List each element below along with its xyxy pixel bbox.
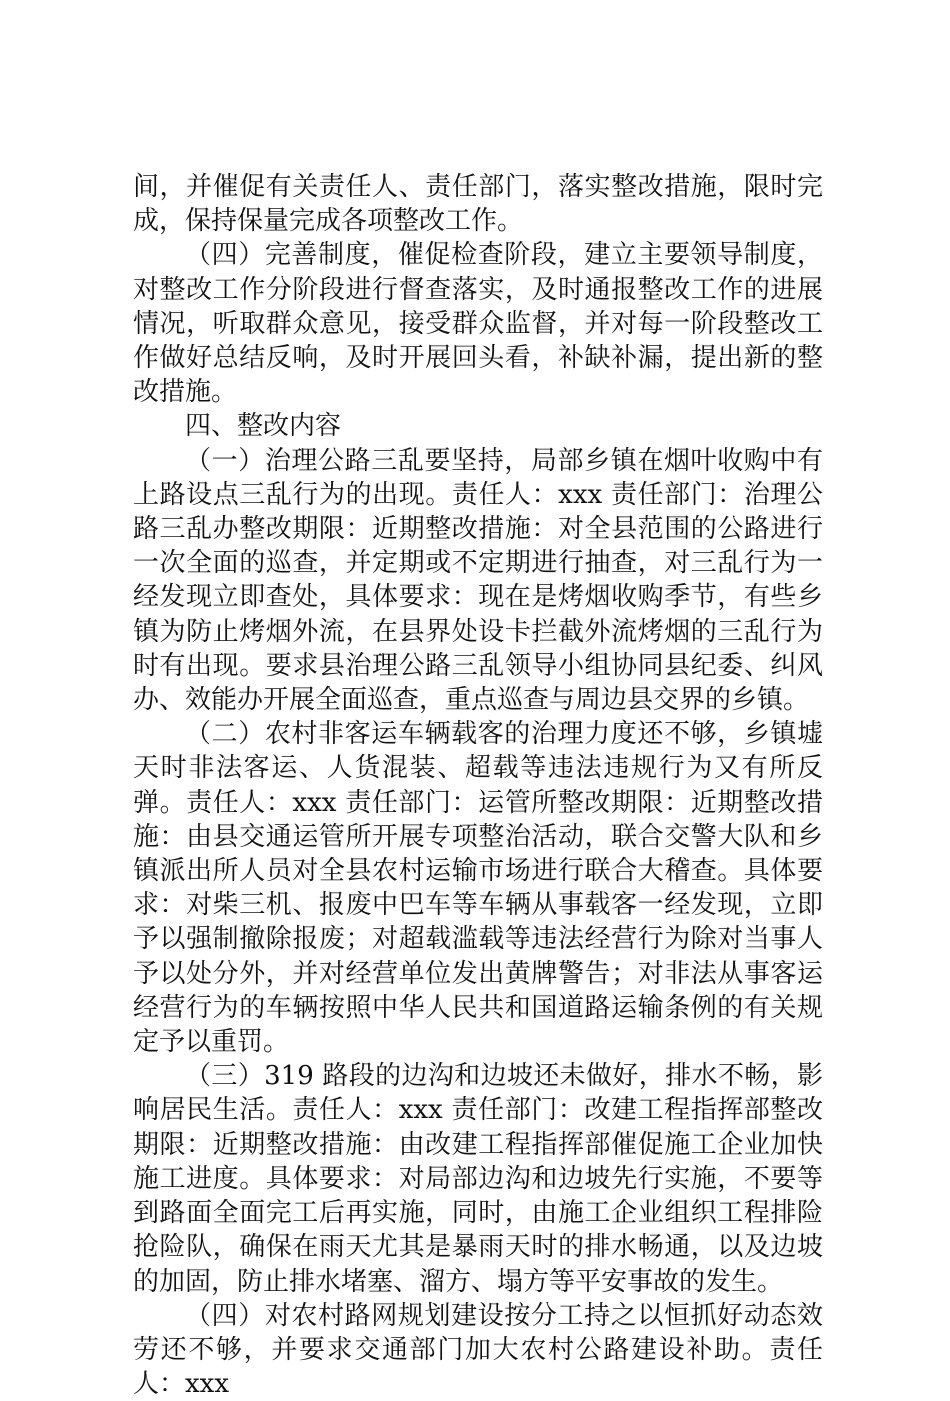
document-body — [133, 170, 823, 1401]
paragraph-item-1: （一）治理公路三乱要坚持，局部乡镇在烟叶收购中有上路设点三乱行为的出现。责任人：xxx 责任部门：治理公路三乱办整改期限：近期整改措施：对全县范围的公路进行一次全面的巡查，并定期或不定期进行抽查，对三乱行为一经发现立即查处，具体要求：现在是烤烟收购季节，有些乡镇为防止烤烟外流，在县界处设卡拦截外流烤烟的三乱行为时有出现。要求县治理公路三乱领导小组协同县纪委、纠风办、效能办开展全面巡查，重点巡查与周边县交界的乡镇。 — [133, 445, 823, 716]
paragraph-improve-system: （四）完善制度，催促检查阶段，建立主要领导制度，对整改工作分阶段进行督查落实，及时通报整改工作的进展情况，听取群众意见，接受群众监督，并对每一阶段整改工作做好总结反响，及时开展回头看，补缺补漏，提出新的整改措施。 — [133, 240, 823, 408]
paragraph-continuation: 间，并催促有关责任人、责任部门，落实整改措施，限时完成，保持保量完成各项整改工作。 — [133, 172, 823, 237]
paragraph-item-3: （三）319 路段的边沟和边坡还未做好，排水不畅，影响居民生活。责任人：xxx 责任部门：改建工程指挥部整改期限：近期整改措施：由改建工程指挥部催促施工企业加快施工进度。具体要求：对局部边沟和边坡先行实施，不要等到路面全面完工后再实施，同时，由施工企业组织工程排险抢险队，确保在雨天尤其是暴雨天时的排水畅通，以及边坡的加固，防止排水堵塞、溜方、塌方等平安事故的发生。 — [133, 1061, 823, 1297]
paragraph-item-2: （二）农村非客运车辆载客的治理力度还不够，乡镇墟天时非法客运、人货混装、超载等违法违规行为又有所反弹。责任人：xxx 责任部门：运管所整改期限：近期整改措施：由县交通运管所开展专项整治活动，联合交警大队和乡镇派出所人员对全县农村运输市场进行联合大稽查。具体要求：对柴三机、报废中巴车等车辆从事载客一经发现，立即予以强制撤除报废；对超载滥载等违法经营行为除对当事人予以处分外，并对经营单位发出黄牌警告；对非法从事客运经营行为的车辆按照中华人民共和国道路运输条例的有关规定予以重罚。 — [133, 719, 823, 1058]
paragraph-item-4: （四）对农村路网规划建设按分工持之以恒抓好动态效劳还不够，并要求交通部门加大农村公路建设补助。责任人：xxx — [133, 1300, 823, 1400]
section-heading-rectification-content: 四、整改内容 — [185, 411, 342, 442]
